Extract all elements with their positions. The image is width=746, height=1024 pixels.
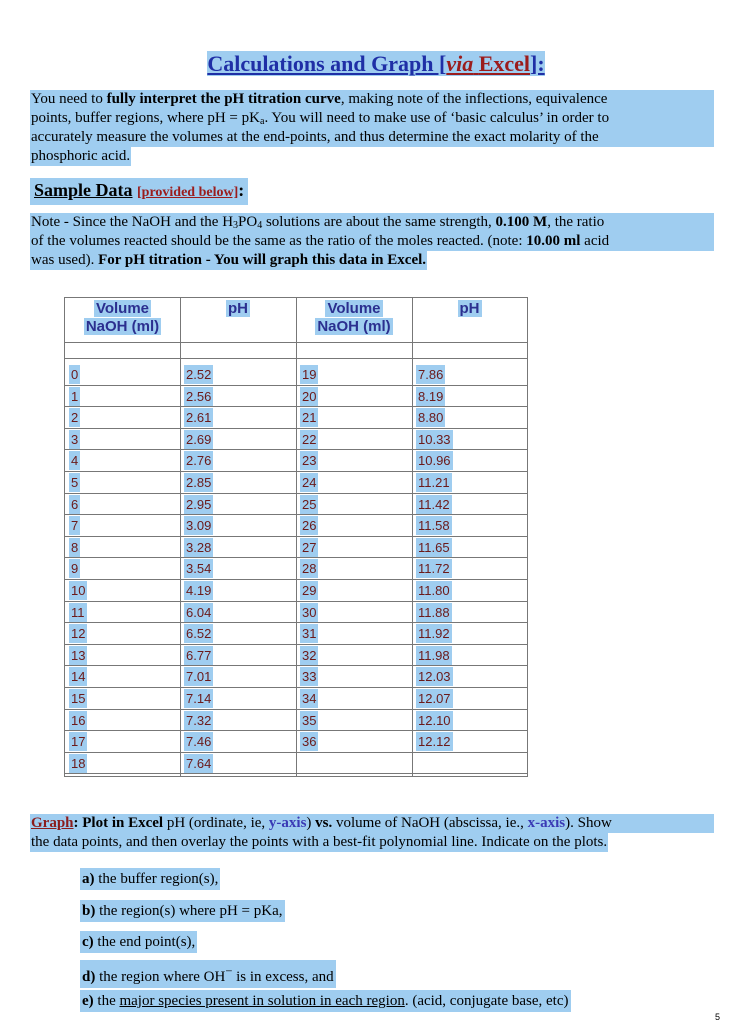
list-item-e: e) the major species present in solution in each region. (acid, conjugate base, etc) (80, 990, 571, 1012)
ph-cell: 11.65 (418, 539, 450, 555)
ph-cell: 4.19 (186, 583, 212, 598)
volume-cell: 6 (71, 496, 79, 512)
list-item-b: b) the region(s) where pH = pKa, (80, 900, 285, 922)
volume-cell: 33 (302, 669, 317, 685)
ph-cell: 11.98 (418, 647, 450, 663)
volume-cell: 9 (71, 561, 79, 577)
volume-cell: 24 (302, 475, 317, 490)
volume-cell: 35 (302, 712, 317, 728)
ph-cell: 8.80 (418, 410, 444, 426)
ph-cell: 12.03 (418, 669, 451, 685)
volume-cell: 22 (302, 431, 317, 447)
ph-cell: 11.72 (418, 561, 450, 577)
volume-cell: 36 (302, 734, 317, 750)
ph-cell: 11.92 (418, 626, 450, 642)
volume-cell: 2 (71, 410, 79, 426)
ph-cell: 7.01 (186, 669, 212, 685)
volume-cell: 34 (302, 691, 317, 706)
volume-cell: 30 (302, 604, 317, 620)
graph-line-1: Graph: Plot in Excel pH (ordinate, ie, y-axis) vs. volume of NaOH (abscissa, ie., x-axis). Show (30, 814, 714, 833)
ph-cell: 11.80 (418, 583, 450, 598)
ph-cell: 2.85 (186, 475, 212, 490)
titration-data-table (64, 297, 528, 777)
intro-paragraph (30, 90, 714, 166)
ph-cell: 6.77 (186, 647, 212, 663)
volume-cell: 18 (71, 755, 86, 771)
graph-instructions (30, 814, 714, 852)
ph-cell: 11.21 (418, 475, 450, 490)
page-title: Calculations and Graph [via Excel]: (207, 51, 545, 76)
volume-cell: 1 (71, 388, 79, 404)
list-item-c: c) the end point(s), (80, 931, 197, 953)
page-number: 5 (714, 1012, 720, 1022)
volume-cell: 16 (71, 712, 86, 728)
volume-cell: 26 (302, 518, 317, 534)
ph-cell: 2.76 (186, 453, 212, 469)
ph-cell: 7.32 (186, 712, 212, 728)
ph-cell: 2.56 (186, 388, 212, 404)
ph-cell: 12.07 (418, 691, 451, 706)
volume-cell: 14 (71, 669, 86, 685)
ph-cell: 2.69 (186, 431, 212, 447)
volume-cell: 31 (302, 626, 317, 642)
header-volume-left: Volume NaOH (ml) (85, 300, 160, 335)
ph-cell: 2.52 (186, 367, 212, 382)
volume-cell: 11 (71, 604, 85, 620)
volume-cell: 20 (302, 388, 317, 404)
ph-cell: 8.19 (418, 388, 444, 404)
sample-data-heading: Sample Data [provided below]: (30, 178, 248, 205)
volume-cell: 3 (71, 431, 79, 447)
ph-cell: 7.86 (418, 367, 444, 382)
ph-cell: 7.64 (186, 755, 212, 771)
volume-cell: 21 (302, 410, 317, 426)
intro-line-4: phosphoric acid. (31, 148, 131, 164)
ph-cell: 12.12 (418, 734, 451, 750)
graph-line-2: the data points, and then overlay the points with a best-fit polynomial line. Indicate on the plots. (31, 834, 608, 850)
volume-cell: 25 (302, 496, 317, 512)
volume-cell: 23 (302, 453, 317, 469)
volume-cell: 12 (71, 626, 86, 642)
ph-cell: 6.04 (186, 604, 212, 620)
header-volume-right: Volume NaOH (ml) (317, 300, 391, 335)
volume-cell: 28 (302, 561, 317, 577)
volume-cell: 19 (302, 367, 317, 382)
volume-cell: 0 (71, 367, 79, 382)
ph-cell: 10.96 (418, 453, 451, 469)
header-ph-left: pH (228, 300, 248, 317)
volume-cell: 8 (71, 539, 79, 555)
list-item-d: d) the region where OH− is in excess, and (80, 960, 336, 988)
volume-cell: 13 (71, 647, 86, 663)
note-line-3: was used). For pH titration - You will graph this data in Excel. (31, 252, 427, 268)
volume-cell: 7 (71, 518, 79, 534)
volume-cell: 32 (302, 647, 317, 663)
note-paragraph (30, 213, 714, 270)
ph-cell: 7.14 (186, 691, 212, 706)
ph-cell: 11.88 (418, 604, 450, 620)
ph-cell: 11.42 (418, 496, 450, 512)
ph-cell: 12.10 (418, 712, 451, 728)
volume-cell: 4 (71, 453, 79, 469)
ph-cell: 3.09 (186, 518, 212, 534)
header-ph-right: pH (459, 300, 480, 317)
volume-cell: 5 (71, 475, 79, 490)
ph-cell: 11.58 (418, 518, 450, 534)
note-line-2: of the volumes reacted should be the same as the ratio of the moles reacted. (note: 10.00 ml acid (30, 232, 714, 251)
intro-line-1: You need to fully interpret the pH titration curve, making note of the inflections, equivalence (30, 90, 714, 109)
intro-line-2: points, buffer regions, where pH = $pK_a$. You will need to make use of ‘basic calculus’ in order to (30, 109, 714, 128)
volume-cell: 17 (71, 734, 86, 750)
ph-cell: 2.95 (186, 496, 212, 512)
note-line-1: Note - Since the NaOH and the $H_3PO_4$ solutions are about the same strength, 0.100 M, the ratio (30, 213, 714, 232)
volume-cell: 10 (71, 583, 86, 598)
ph-cell: 6.52 (186, 626, 212, 642)
volume-cell: 27 (302, 539, 317, 555)
ph-cell: 3.54 (186, 561, 212, 577)
volume-cell: 15 (71, 691, 86, 706)
ph-cell: 7.46 (186, 734, 212, 750)
ph-cell: 10.33 (418, 431, 451, 447)
volume-cell: 29 (302, 583, 317, 598)
list-item-a: a) the buffer region(s), (80, 868, 220, 890)
ph-cell: 2.61 (186, 410, 212, 426)
intro-line-3: accurately measure the volumes at the end-points, and thus determine the exact molarity of the (30, 128, 714, 147)
ph-cell: 3.28 (186, 539, 212, 555)
